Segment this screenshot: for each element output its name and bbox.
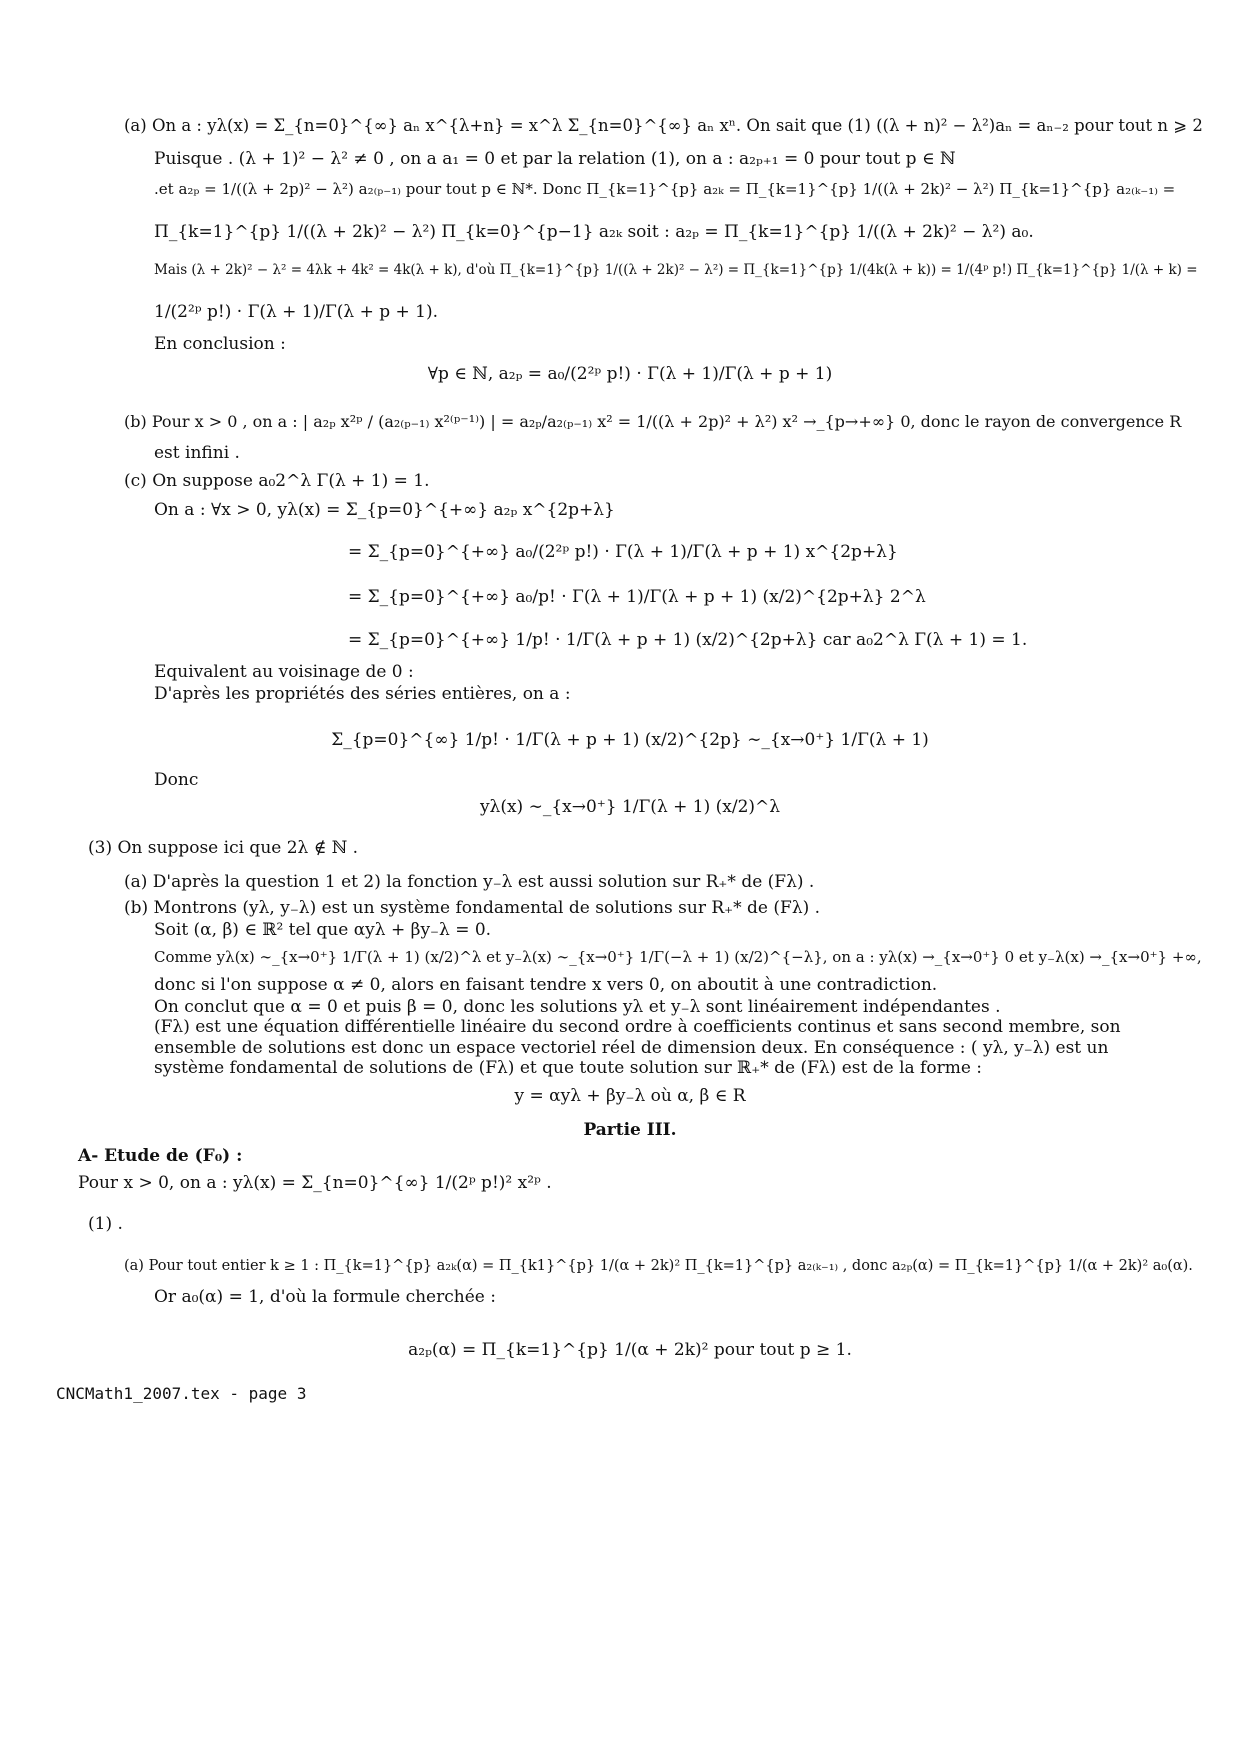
section-heading: Partie III. <box>583 1120 677 1140</box>
text-line: (c) On suppose a₀2^λ Γ(λ + 1) = 1. <box>124 471 430 491</box>
text-line: Comme yλ(x) ∼_{x→0⁺} 1/Γ(λ + 1) (x/2)^λ et y₋λ(x) ∼_{x→0⁺} 1/Γ(−λ + 1) (x/2)^{−λ}, on a : yλ(x) →_{x→0⁺} 0 et y₋λ(x) →_{x→0⁺} +∞, <box>154 948 1202 966</box>
text-line: Donc <box>154 770 199 790</box>
text-line: .et a₂ₚ = 1/((λ + 2p)² − λ²) a₂₍ₚ₋₁₎ pour tout p ∈ ℕ*. Donc Π_{k=1}^{p} a₂ₖ = Π_{k=1}^{p} 1/((λ + 2k)² − λ²) Π_{k=1}^{p} a₂₍ₖ₋₁₎ = <box>154 180 1176 198</box>
equation: = Σ_{p=0}^{+∞} a₀/(2²ᵖ p!) · Γ(λ + 1)/Γ(λ + p + 1) x^{2p+λ} <box>348 542 898 562</box>
text-line: On conclut que α = 0 et puis β = 0, donc les solutions yλ et y₋λ sont linéairement indépendantes . <box>154 997 1001 1017</box>
text-line: Puisque . (λ + 1)² − λ² ≠ 0 , on a a₁ = 0 et par la relation (1), on a : a₂ₚ₊₁ = 0 pour tout p ∈ ℕ <box>154 149 956 169</box>
text-line: (a) On a : yλ(x) = Σ_{n=0}^{∞} aₙ x^{λ+n} = x^λ Σ_{n=0}^{∞} aₙ xⁿ. On sait que (1) ((λ + n)² − λ²)aₙ = aₙ₋₂ pour tout n ⩾ 2 <box>124 116 1203 135</box>
text-line: Or a₀(α) = 1, d'où la formule cherchée : <box>154 1287 496 1307</box>
text-line: Soit (α, β) ∈ ℝ² tel que αyλ + βy₋λ = 0. <box>154 920 492 940</box>
text-line: (a) Pour tout entier k ≥ 1 : Π_{k=1}^{p} a₂ₖ(α) = Π_{k1}^{p} 1/(α + 2k)² Π_{k=1}^{p} a₂₍ₖ₋₁₎ , donc a₂ₚ(α) = Π_{k=1}^{p} 1/(α + 2k)² a₀(α). <box>124 1258 1193 1274</box>
text-line: est infini . <box>154 443 240 463</box>
subsection-heading: A- Etude de (F₀) : <box>78 1146 243 1166</box>
text-line: (1) . <box>88 1214 123 1234</box>
text-line: Mais (λ + 2k)² − λ² = 4λk + 4k² = 4k(λ + k), d'où Π_{k=1}^{p} 1/((λ + 2k)² − λ²) = Π_{k=1}^{p} 1/(4k(λ + k)) = 1/(4ᵖ p!) Π_{k=1}^{p} 1/(λ + k) = <box>154 262 1198 278</box>
text-line: (b) Pour x > 0 , on a : | a₂ₚ x²ᵖ / (a₂₍ₚ₋₁₎ x²⁽ᵖ⁻¹⁾) | = a₂ₚ/a₂₍ₚ₋₁₎ x² = 1/((λ + 2p)² + λ²) x² →_{p→+∞} 0, donc le rayon de convergence R <box>124 412 1182 431</box>
text-line: 1/(2²ᵖ p!) · Γ(λ + 1)/Γ(λ + p + 1). <box>154 302 439 322</box>
text-line: Equivalent au voisinage de 0 : <box>154 662 414 682</box>
equation: a₂ₚ(α) = Π_{k=1}^{p} 1/(α + 2k)² pour tout p ≥ 1. <box>408 1340 852 1360</box>
text-line: Π_{k=1}^{p} 1/((λ + 2k)² − λ²) Π_{k=0}^{p−1} a₂ₖ soit : a₂ₚ = Π_{k=1}^{p} 1/((λ + 2k)² − λ²) a₀. <box>154 222 1034 242</box>
equation: yλ(x) ∼_{x→0⁺} 1/Γ(λ + 1) (x/2)^λ <box>479 797 781 817</box>
text-line: (Fλ) est une équation différentielle linéaire du second ordre à coefficients continus et sans second membre, son <box>154 1017 1121 1037</box>
text-line: système fondamental de solutions de (Fλ) et que toute solution sur ℝ₊* de (Fλ) est de la forme : <box>154 1058 983 1078</box>
text-line: Pour x > 0, on a : yλ(x) = Σ_{n=0}^{∞} 1/(2ᵖ p!)² x²ᵖ . <box>78 1173 552 1193</box>
equation: ∀p ∈ ℕ, a₂ₚ = a₀/(2²ᵖ p!) · Γ(λ + 1)/Γ(λ + p + 1) <box>427 364 833 384</box>
text-line: (3) On suppose ici que 2λ ∉ ℕ . <box>88 838 359 858</box>
text-line: ensemble de solutions est donc un espace vectoriel réel de dimension deux. En conséquence : ( yλ, y₋λ) est un <box>154 1038 1109 1058</box>
text-line: D'après les propriétés des séries entières, on a : <box>154 684 571 704</box>
equation: = Σ_{p=0}^{+∞} a₀/p! · Γ(λ + 1)/Γ(λ + p + 1) (x/2)^{2p+λ} 2^λ <box>348 587 926 607</box>
text-line: (b) Montrons (yλ, y₋λ) est un système fondamental de solutions sur R₊* de (Fλ) . <box>124 898 821 918</box>
equation: Σ_{p=0}^{∞} 1/p! · 1/Γ(λ + p + 1) (x/2)^{2p} ∼_{x→0⁺} 1/Γ(λ + 1) <box>331 730 929 750</box>
text-line: En conclusion : <box>154 334 286 354</box>
page-footer: CNCMath1_2007.tex - page 3 <box>56 1384 307 1403</box>
equation: y = αyλ + βy₋λ où α, β ∈ R <box>514 1086 746 1106</box>
equation: On a : ∀x > 0, yλ(x) = Σ_{p=0}^{+∞} a₂ₚ x^{2p+λ} <box>154 500 615 520</box>
text-line: donc si l'on suppose α ≠ 0, alors en faisant tendre x vers 0, on aboutit à une contradiction. <box>154 975 938 995</box>
text-line: (a) D'après la question 1 et 2) la fonction y₋λ est aussi solution sur R₊* de (Fλ) . <box>124 872 815 892</box>
equation: = Σ_{p=0}^{+∞} 1/p! · 1/Γ(λ + p + 1) (x/2)^{2p+λ} car a₀2^λ Γ(λ + 1) = 1. <box>348 630 1028 650</box>
